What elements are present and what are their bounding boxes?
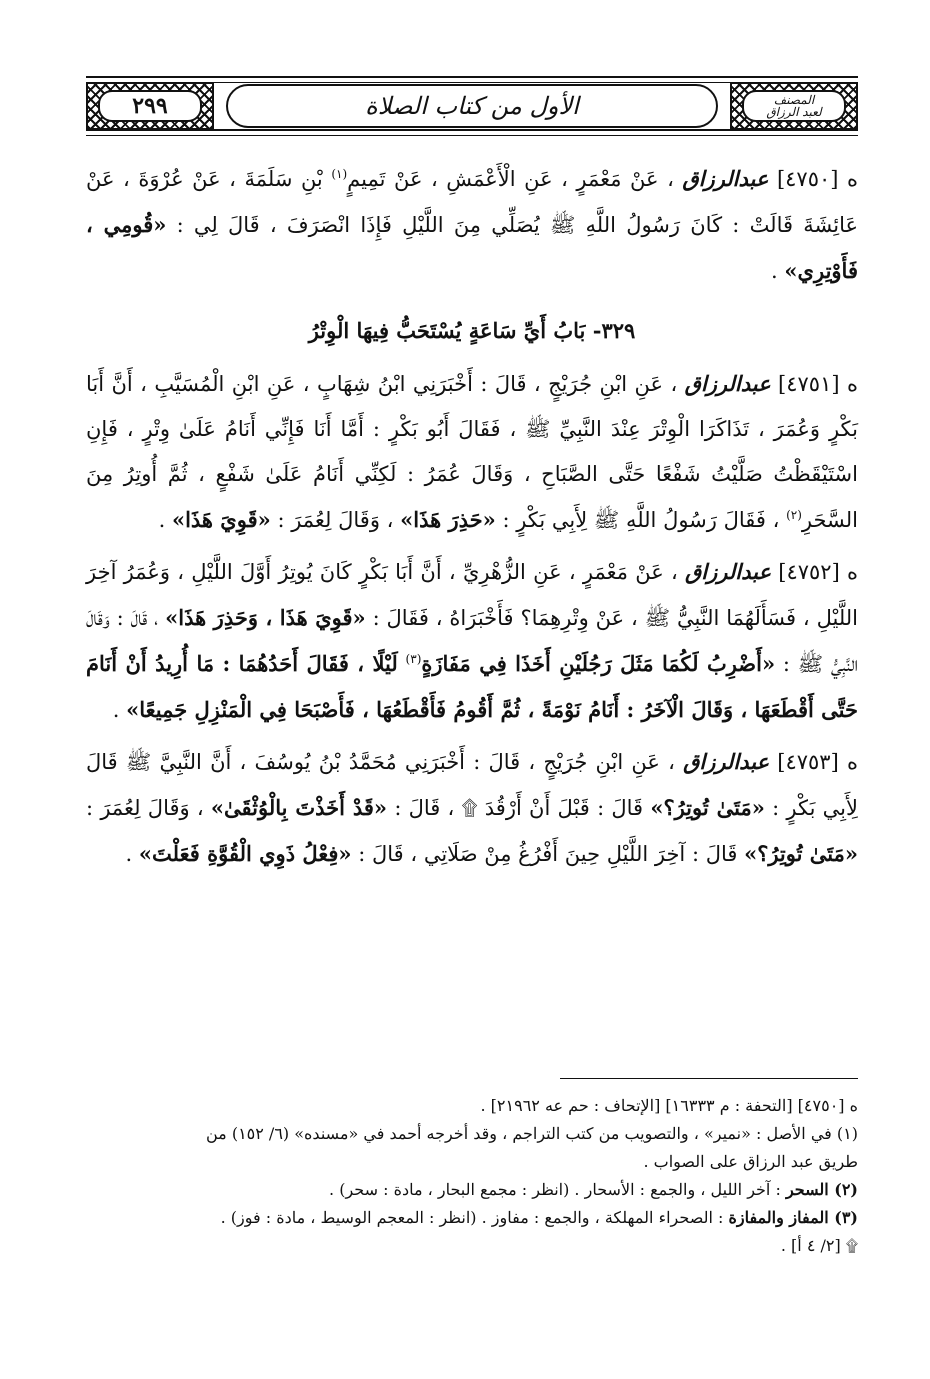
footnote-3 [86,1204,858,1232]
emblem-line-1: المصنف [773,93,815,107]
hadith-text: قَالَ : آخِرَ اللَّيْلِ حِينَ أَفْرُغُ مِنْ صَلَاتِي ، قَالَ : [358,842,738,866]
narrator: عبدالرزاق [682,166,769,191]
hadith-text: قَالَ : قَبْلَ أَنْ أَرْقُدَ ۩ ، قَالَ : [394,796,644,820]
prophetic-quote: «مَتَىٰ تُوتِرُ؟» [650,795,765,820]
hadith-number: ه [٤٧٥١] [778,372,858,396]
hadith-number: ه [٤٧٥٣] [777,750,858,774]
end-mark: . [158,508,166,532]
hadith-text: ، عَنِ ابْنِ جُرَيْجٍ ، قَالَ : أَخْبَرَنِي مُحَمَّدُ بْنُ يُوسُفَ ، أَنَّ النَّبِيَّ ﷺ قَالَ لِأَبِي بَكْرٍ : [86,750,858,820]
hadith-4750 [86,156,858,294]
chapter-heading: ٣٢٩- بَابُ أَيِّ سَاعَةٍ يُسْتَحَبُّ فِيهَا الْوِتْرُ [308,318,636,343]
running-title: الأول من كتاب الصلاة [365,92,579,120]
footnotes [86,1092,858,1260]
prophetic-quote: «فِعْلُ ذَوِي الْقُوَّةِ فَعَلْتَ» [138,841,352,866]
narrator: عبدالرزاق [683,749,770,774]
running-title-cartouche [226,84,718,128]
narrator: عبدالرزاق [684,371,771,396]
prophetic-quote: «قَوِيَ هَذَا» [171,507,271,532]
footnote-2-term: (٢) السحر [785,1180,858,1199]
footnote-ref[interactable]: (٣) [405,652,422,666]
hadith-text: ، قَالَ : وَقَالَ النَّبِيُّ ﷺ : [86,606,858,676]
footnote-ref[interactable]: (١) [331,167,348,181]
prophetic-quote: «حَذِرَ هَذَا» [400,507,496,532]
footnote-1-continuation: طريق عبد الرزاق على الصواب . [643,1152,858,1171]
hadith-text: ، عَنْ مَعْمَرٍ ، عَنِ الْأَعْمَشِ ، عَنْ تَمِيمٍ [347,167,674,191]
footnote-3-text: : الصحراء المهلكة ، والجمع : مفاوز . (انظر : المعجم الوسيط ، مادة : فوز) . [220,1208,724,1227]
footnote-source: ه [٤٧٥٠] [التحفة : م ١٦٣٣٣] [الإتحاف : حم عه ٢١٩٦٢] . [480,1096,858,1115]
hadith-number: ه [٤٧٥٢] [778,560,858,584]
prophetic-quote: «مَتَىٰ تُوتِرُ؟» [744,841,858,866]
page-header [86,76,858,136]
header-rule-bottom [86,129,858,136]
folio-reference: ۩ [٢/ ٤ أ] . [780,1236,858,1255]
end-mark: . [112,698,120,722]
footnote-1 [86,1120,858,1148]
footnote-1-text: (١) في الأصل : «نمير» ، والتصويب من كتب التراجم ، وقد أخرجه أحمد في «مسنده» (٦/ ١٥٢) من [205,1124,858,1143]
hadith-text: ، عَنْ مَعْمَرٍ ، عَنِ الزُّهْرِيِّ ، أَنَّ أَبَا بَكْرٍ كَانَ يُوتِرُ أَوَّلَ اللَّيْلِ ، وَعُمَرُ آخِرَ اللَّيْلِ ، فَسَأَلَهُمَا النَّبِيُّ ﷺ ، عَنْ وِتْرِهِمَا؟ فَأَخْبَرَاهُ ، فَقَالَ : [86,560,859,630]
hadith-number: ه [٤٧٥٠] [776,167,858,191]
narrator: عبدالرزاق [685,559,771,584]
hadith-text: ، فَقَالَ رَسُولُ اللَّهِ ﷺ لِأَبِي بَكْرٍ : [502,508,780,532]
page-number: ٢٩٩ [132,93,168,119]
prophetic-quote: «قَوِيَ هَذَا ، وَحَذِرَ هَذَا» [165,605,366,630]
hadith-text: بْنِ سَلَمَةَ ، عَنْ عُرْوَةَ ، عَنْ عَائِشَةَ قَالَتْ : كَانَ رَسُولُ اللَّهِ ﷺ يُصَلِّي مِنَ اللَّيْلِ فَإِذَا انْصَرَفَ ، قَالَ لِي : [86,167,858,237]
book-emblem [766,94,821,118]
footnote-2-text: : آخر الليل ، والجمع : الأسحار . (انظر : مجمع البحار ، مادة : سحر) . [329,1180,781,1199]
hadith-4752 [86,549,858,733]
prophetic-quote: لَيْلًا ، فَقَالَ أَحَدُهُمَا : مَا أُرِيدُ أَنْ أَنَامَ حَتَّى أَقْطَعَهَا ، وَقَالَ الْآخَرُ : أَنَامُ نَوْمَةً ، ثُمَّ أَقُومُ فَأَقْطَعُهَا ، فَأَصْبَحَا فِي الْمَنْزِلِ جَمِيعًا» [86,651,858,722]
hadith-text: ، وَقَالَ لِعُمَرَ : [277,508,394,532]
emblem-cartouche [730,82,858,130]
footnote-3-term: (٣) المفاز والمفازة [728,1208,858,1227]
end-mark: . [771,259,778,283]
end-mark: . [125,842,133,866]
prophetic-quote: «قُومِي ، فَأَوْتِرِي» [86,212,858,283]
prophetic-quote: «أَضْرِبُ لَكُمَا مَثَلَ رَجُلَيْنِ أَخَذَا فِي مَفَازَةٍ [421,651,776,676]
hadith-4751 [86,361,858,543]
hadith-4753 [86,739,858,877]
prophetic-quote: «قَدْ أَخَذْتَ بِالْوُثْقَىٰ» [210,795,388,820]
emblem-line-2: لعبد الرزاق [766,105,822,119]
main-text [86,156,858,883]
hadith-text: ، وَقَالَ لِعُمَرَ : [86,796,204,820]
page-number-cartouche [86,82,214,130]
footnote-separator [560,1078,858,1079]
hadith-text: ، عَنِ ابْنِ جُرَيْجٍ ، قَالَ : أَخْبَرَنِي ابْنُ شِهَابٍ ، عَنِ ابْنِ الْمُسَيَّبِ ، أَنَّ أَبَا بَكْرٍ وَعُمَرَ ، تَذَاكَرَا الْوِتْرَ عِنْدَ النَّبِيِّ ﷺ ، فَقَالَ أَبُو بَكْرٍ : أَمَّا أَنَا فَإِنِّي أَنَامُ عَلَىٰ وِتْرٍ ، فَإِنِ اسْتَيْقَظْتُ صَلَّيْتُ شَفْعًا حَتَّى الصَّبَاحِ ، وَقَالَ عُمَرُ : لَكِنِّي أَنَامُ عَلَىٰ شَفْعٍ ، ثُمَّ أُوتِرُ مِنَ السَّحَرِ [86,372,858,532]
footnote-2 [86,1176,858,1204]
footnote-ref[interactable]: (٢) [786,508,802,522]
